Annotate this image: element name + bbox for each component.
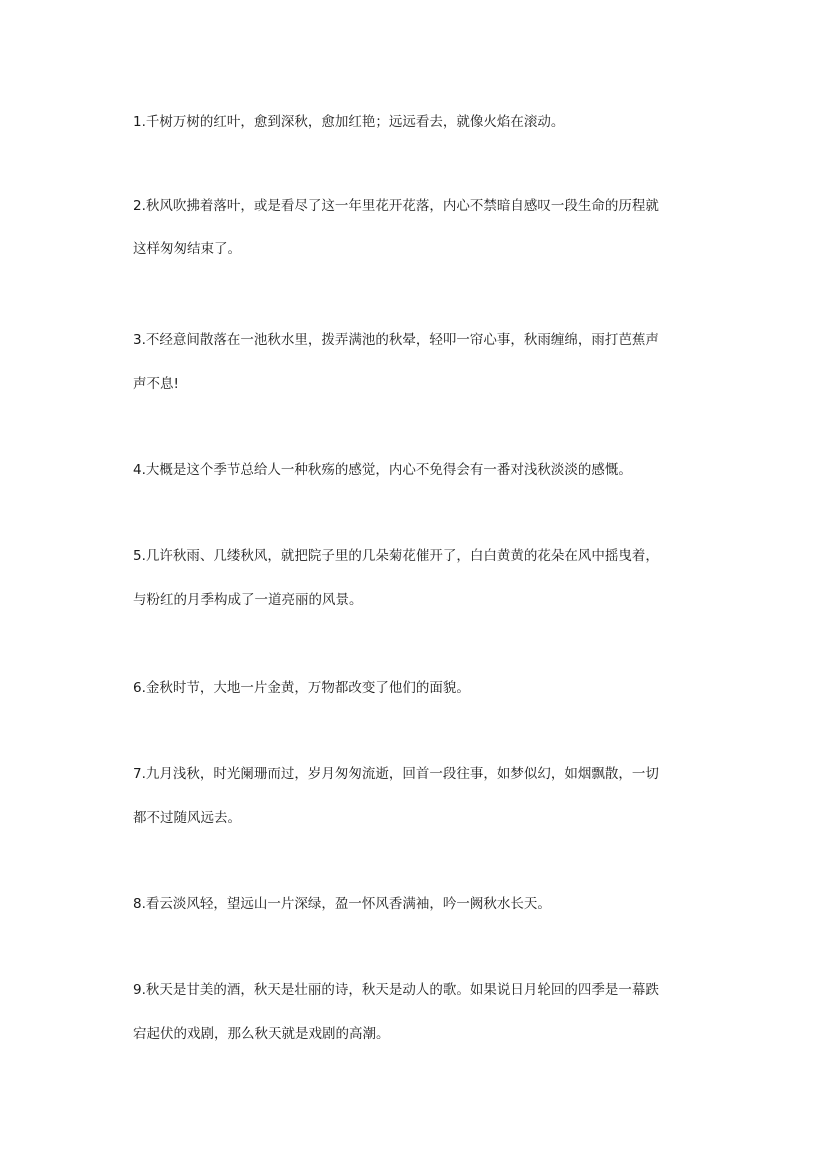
sentence-1-line-1: 1.千树万树的红叶，愈到深秋，愈加红艳；远远看去，就像火焰在滚动。 bbox=[133, 114, 565, 130]
sentence-8 bbox=[133, 894, 703, 914]
sentence-5-line-2: 与粉红的月季构成了一道亮丽的风景。 bbox=[133, 592, 363, 608]
sentence-7-line-2: 都不过随风远去。 bbox=[133, 810, 241, 826]
sentence-3 bbox=[133, 330, 703, 394]
sentence-3-line-2: 声不息! bbox=[133, 376, 179, 392]
sentence-7 bbox=[133, 764, 703, 828]
sentence-9-line-1: 9.秋天是甘美的酒，秋天是壮丽的诗，秋天是动人的歌。如果说日月轮回的四季是一幕跌 bbox=[133, 982, 659, 998]
sentence-2-line-1: 2.秋风吹拂着落叶，或是看尽了这一年里花开花落，内心不禁暗自感叹一段生命的历程就 bbox=[133, 198, 659, 214]
sentence-2 bbox=[133, 196, 703, 259]
sentence-4 bbox=[133, 460, 703, 480]
sentence-2-line-2: 这样匆匆结束了。 bbox=[133, 241, 241, 257]
sentence-6-line-1: 6.金秋时节，大地一片金黄，万物都改变了他们的面貌。 bbox=[133, 680, 470, 696]
sentence-5 bbox=[133, 546, 703, 610]
sentence-8-line-1: 8.看云淡风轻，望远山一片深绿，盈一怀风香满袖，吟一阙秋水长天。 bbox=[133, 896, 551, 912]
sentence-9 bbox=[133, 980, 703, 1044]
sentence-6 bbox=[133, 678, 703, 698]
sentence-4-line-1: 4.大概是这个季节总给人一种秋殇的感觉，内心不免得会有一番对浅秋淡淡的感慨。 bbox=[133, 462, 632, 478]
sentence-3-line-1: 3.不经意间散落在一池秋水里，拨弄满池的秋晕，轻叩一帘心事，秋雨缠绵，雨打芭蕉声 bbox=[133, 332, 659, 348]
sentence-9-line-2: 宕起伏的戏剧，那么秋天就是戏剧的高潮。 bbox=[133, 1026, 390, 1042]
sentence-5-line-1: 5.几许秋雨、几缕秋风，就把院子里的几朵菊花催开了，白白黄黄的花朵在风中摇曳着， bbox=[133, 548, 659, 564]
sentence-1 bbox=[133, 112, 703, 132]
sentence-7-line-1: 7.九月浅秋，时光阑珊而过，岁月匆匆流逝，回首一段往事，如梦似幻，如烟飘散，一切 bbox=[133, 766, 659, 782]
